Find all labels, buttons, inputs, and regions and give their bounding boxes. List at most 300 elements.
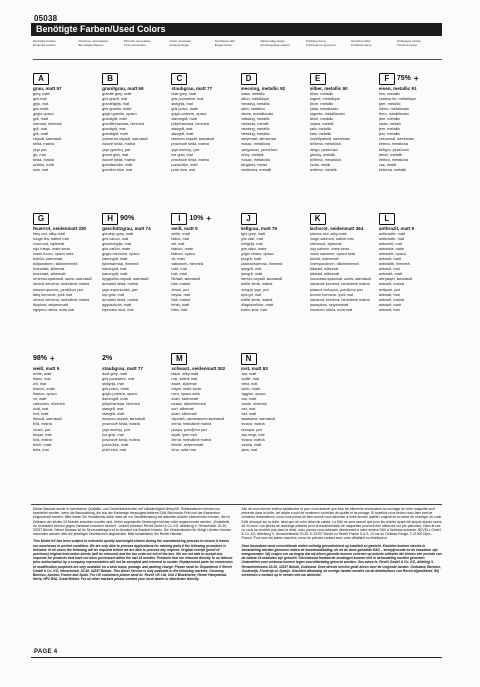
color-translation: železo, metalická (378, 157, 408, 162)
color-translation: prachově šedá, matná (102, 422, 140, 427)
color-translation: fehér, matt (171, 302, 190, 307)
color-name: schwarz, seidenmatt 302 (171, 366, 226, 371)
color-translation: tulipunainen, silkinhimmeä (33, 262, 78, 267)
color-code-badge: G (33, 213, 49, 225)
color-translation: stofgrijs, mat (102, 382, 124, 387)
color-entry (310, 213, 373, 353)
color-entry-header (171, 73, 234, 85)
color-translation: ottone, metallizzato (240, 112, 274, 117)
color-code-badge: B (102, 73, 118, 85)
color-name: staubgrau, matt 77 (171, 86, 213, 91)
color-entry (379, 73, 442, 213)
color-translation: lososovo rdeča, svila mat (309, 307, 353, 312)
color-translation: hierro, metalizado (378, 107, 410, 112)
color-translation: prah siva, mat (102, 447, 127, 452)
color-translation: antrasitt, matt (378, 272, 402, 277)
color-translation: žulově šedá, matná (102, 142, 136, 147)
color-translation: granit grisi, mat (102, 152, 129, 157)
color-translation: laksrød, silkemat (309, 267, 339, 272)
color-translation: tykinharmaa, himmeä (102, 262, 139, 267)
color-translation: ágyúszürke, matt (102, 302, 132, 307)
color-code-badge: L (379, 213, 395, 225)
color-translation: grå, matt (33, 132, 48, 137)
color-translation: kanongrå, matt (102, 257, 128, 262)
color-translation: világosszürke, matt (240, 302, 273, 307)
color-translation: brass, metallic (240, 92, 265, 96)
color-translation: μαύρο, μεταξένιο ματ (171, 427, 207, 432)
color-translation: granitgrå, mat (102, 127, 126, 132)
color-translation: гранитно-серый, матовый (102, 137, 148, 142)
color-translation: prachově šedá, matná (102, 437, 140, 442)
color-entry-header (102, 353, 165, 365)
color-entry (102, 353, 165, 493)
color-translation: rjava, mat (240, 447, 258, 452)
color-translation: valkoinen, himmeä (171, 262, 203, 267)
color-translation: hopea, metalli (309, 122, 334, 127)
color-translation: prah siva, mat (171, 167, 196, 172)
color-translation: dust grey, matt (102, 372, 127, 376)
mix-percentage: 2% (102, 355, 113, 362)
color-translation: sárgaréz, metál (240, 162, 267, 167)
color-translation: antrasit, mat (378, 292, 400, 297)
color-translation: porszürke, matt (171, 162, 198, 167)
color-translation: jern, metallic (378, 132, 401, 137)
color-code-badge: J (241, 213, 257, 225)
color-translation: grigio opaco (33, 112, 54, 117)
color-translation: žulově šedá, matná (102, 157, 136, 162)
color-translation: šedá, matná (33, 142, 54, 147)
color-translation: rosso salmone, opaco seta (309, 252, 356, 257)
color-translation: lysegrå, mat (240, 267, 262, 272)
color-translation: σκουριά, ματ (240, 427, 263, 432)
notice-de: Dieser Bausatz wurde in mehrfachen Qualitäts- und Gewichtskontrollen auf Vollständigkeit überprüft. Reklamationen können nur bearbeitet werden, wenn die Bauanleitung, die aus der Kartonage herausgeschnittene EAN-Strichcode-Feld und der Kassenbon eingeschickt werden. Bitte haben Sie Verständnis dafür, dass wir nur Gewährleistung bei aktuellen Artikeln übernehmen können, die im Zeitraum der letzten 24 Monate erworben wurden sind. Unfrei zugesandte Sendungen können nicht angenommen werden. „Ersatzteile für Umbauten können gegen Vorkasse erworben werden“. Unsere Adresse: Revell GmbH & Co. KG, Abteilung X, Henschelstr. 20-30, 32257 Bünde. Dieser Bausatz ist für Serviceanfragen ist im Ausland nur Ausland können. Die Versandkosten für übrige Ländern können ansonsten werden über die jeweiligen Distributoren abgewickelt. Bitte kontaktieren Sie Revell-Händler. (33, 507, 232, 537)
color-entry (241, 353, 304, 493)
color-translation: grå, matt (33, 117, 48, 122)
color-translation: орудийно-серый, матовый (102, 277, 149, 282)
color-translation: nero, opaco seta (171, 392, 200, 397)
color-entry-header (33, 353, 96, 365)
color-translation: пыльно-серый, матовый (102, 417, 146, 422)
color-code-badge: K (310, 213, 326, 225)
color-entry-header (241, 73, 304, 85)
color-translation: pölynharmaa, himmeä (171, 122, 209, 127)
color-translation: vuurrood, zijdemat (33, 242, 65, 247)
color-translation: blanco, mate (33, 387, 55, 392)
color-translation: črna, svila mat (171, 447, 196, 452)
mix-percentage: 75% (396, 75, 411, 82)
color-code-badge: M (171, 353, 187, 365)
color-name: grau, matt 57 (33, 86, 62, 91)
color-entry (102, 213, 165, 353)
color-translation: geschutgrijs, mat (102, 242, 131, 247)
color-translation: ορείχαλκος, μεταλλικό (240, 147, 278, 152)
color-translation: noir, satiné mat (171, 377, 198, 382)
color-name: anthrazit, matt 9 (378, 226, 415, 231)
color-translation: roest, mat (240, 382, 258, 387)
color-translation: svart, sidenmatt (171, 397, 199, 402)
color-translation: γκρι γρανίτη, ματ (102, 147, 131, 152)
color-translation: sølv, metallic (309, 132, 332, 137)
color-translation: beyaz, mat (33, 432, 52, 437)
color-name: granitgrau, matt 69 (102, 86, 144, 91)
color-translation: armádní šedá, matná (102, 282, 139, 287)
color-entry (241, 73, 304, 213)
color-translation: antracit, matná (378, 282, 404, 287)
color-translation: ljusgrå, matt (240, 257, 262, 262)
color-translation: пыльно-серый, матовый (171, 137, 215, 142)
color-translation: argento, metallizzato (309, 112, 345, 117)
color-translation: laxröd, sidenmatt (309, 257, 339, 262)
color-translation: rosso fuoco, opaco seta (33, 252, 74, 257)
color-translation: rust, matt (240, 412, 257, 417)
color-translation: lohenpunainen, silkinhimmeä (309, 262, 359, 267)
color-translation: rust, mat (240, 407, 256, 412)
language-legend (33, 39, 442, 60)
color-translation: fiery red, silky-matt (33, 232, 65, 236)
color-translation: somon kırmızısı, ipek mat (309, 292, 353, 297)
color-translation: blanco, mate (171, 247, 194, 252)
color-translation: gris poussière, mat (171, 97, 204, 102)
color-translation: šedá, matná (33, 157, 54, 162)
color-translation: hvid, mat (33, 407, 49, 412)
color-translation: серебряный, металлик (309, 137, 350, 142)
language-label: Gerekli renkler Potřebné barvy (351, 39, 372, 47)
language-label: Colori necessari Anderas färger (169, 39, 191, 47)
color-name: geschützgrau, matt 74 (102, 226, 151, 231)
color-code-badge: D (241, 73, 257, 85)
color-translation: antracit, mat (378, 307, 400, 312)
color-name: hellgrau, matt 76 (240, 226, 278, 231)
color-translation: armádní šedá, matná (102, 297, 139, 302)
color-translation: gris canon, mat (102, 237, 129, 242)
color-translation: porszürke, matt (102, 442, 129, 447)
color-translation: ezüst, metál (309, 162, 331, 167)
color-translation: pölynharmaa, himmeä (102, 402, 140, 407)
color-entry (33, 353, 96, 493)
color-translation: ohnivě červená, hedvábně matná (33, 297, 90, 302)
color-translation: σίδηρο, μεταλλικό (378, 147, 409, 152)
color-translation: světle šedá, matná (240, 282, 273, 287)
color-code-badge: A (33, 73, 49, 85)
color-translation: prachově šedá, matná (171, 142, 209, 147)
color-translation: jern, metallic (378, 127, 401, 132)
color-translation: стальной, металлик (378, 137, 414, 142)
mix-plus-sign: + (50, 354, 55, 363)
color-translation: латунный, металлик (240, 137, 277, 142)
color-translation: szürke, matt (33, 162, 54, 167)
color-translation: rouille, mat (240, 377, 260, 382)
color-translation: grigio chiaro, opaco (240, 252, 274, 257)
color-code-badge: H (102, 213, 118, 225)
color-translation: demir, metalik (378, 152, 403, 157)
color-translation: γκρι στρατιωτικό, ματ (102, 287, 138, 292)
color-translation: kanongrå, mat (102, 267, 127, 272)
color-translation: silver, metallic (309, 92, 334, 96)
color-translation: gris polvo, mate (171, 107, 199, 112)
color-translation: gris claro, mate (240, 247, 267, 252)
color-translation: lichtgrijs, mat (240, 242, 263, 247)
page-code: 05038 (34, 14, 58, 23)
color-translation: grijs, mat (33, 102, 49, 107)
color-name: silber, metallic 90 (309, 86, 348, 91)
color-translation: rojo salmón, mate seda (309, 247, 350, 252)
color-translation: kanongrå, matt (102, 272, 128, 277)
color-translation: lysegrå, matt (240, 272, 263, 277)
color-translation: κόκκινο φωτιάς, μεταξένιο ματ (33, 287, 84, 292)
color-translation: grå, mat (33, 127, 47, 132)
color-translation: rust, matt (240, 372, 257, 376)
language-label: Benötigte Farben Required colours (33, 39, 57, 47)
color-translation: vit, matt (171, 257, 185, 262)
color-translation: silver, metallic (309, 117, 334, 122)
color-translation: laiton, métallique (240, 97, 269, 102)
color-translation: grigio cannone, opaco (102, 252, 140, 257)
color-name: weiß, matt 5 (33, 366, 60, 371)
color-translation: mosaz, metalická (240, 157, 270, 162)
color-translation: granitno siva, mat (102, 167, 133, 172)
color-name: staubgrau, matt 77 (102, 366, 143, 371)
color-translation: açık gri, mat (240, 292, 262, 297)
color-translation: dust grey, matt (171, 92, 197, 96)
color-translation: gümüş, metalik (309, 152, 336, 157)
color-translation: støvgrå, mat (171, 127, 193, 132)
color-grid (33, 73, 442, 493)
color-entry-header (310, 73, 373, 85)
color-translation: antracit, matt (378, 257, 401, 262)
color-translation: lazacpiros, selyemmatt (309, 302, 349, 307)
color-translation: gris mat (33, 97, 47, 102)
color-translation: siva, mat (33, 167, 49, 172)
color-translation: серый, матовый (33, 137, 62, 142)
color-translation: pirinç, metalik (240, 152, 264, 157)
color-translation: bílá, matná (171, 297, 191, 302)
color-translation: rouge saumon, satiné mat (309, 237, 354, 242)
color-translation: antrasiitti, himmeä (378, 262, 410, 267)
color-translation: light grey, matt (240, 232, 266, 236)
color-translation: gris poussière, mat (102, 377, 135, 382)
color-translation: fehér, matt (33, 442, 51, 447)
color-translation: mässing, metallic (240, 117, 270, 122)
color-entry (171, 353, 234, 493)
color-translation: белый, матовый (33, 417, 62, 422)
color-translation: srebrna, metalik (309, 167, 337, 172)
notice-nl: Deze bouwdoos werd verschillende malen volledig gecontroleerd op kwaliteit en gewicht. Klachten kunnen slechts in behandeling worden genomen indien de bouwhandleiding, de uit de doos gehaalde EAN – streepjescode en de kassabon zijn meegezonden. Wij vragen om uw begrip dat wij alleen garantie kunnen verlenen op actuele artikelen die binnen een periode van de laatste 24 maanden zijn gekocht. Onvoldoend frankeerde zendingen kunnen niet in behandeling worden genomen. Onderdelen voor ombouw kunnen tegen vooruitbetaling gekocht worden. Ons adres is: Revell GmbH & Co. KG, Afdeling X, Henschelstrasse 20-30, 32257 Bünde, Duitsland. Deze directe service geldt alleen voor de volgende landen: Duitsland, Benelux, Oostenrijk, Frankrijk en Spanje. Klachten afkomstig uit overige landen worden via de distributeurs van Revell afgewikkeld. Wij verzoeken u contact op te nemen met uw winkelier. (241, 543, 442, 578)
language-label: Tarvittavat värit Brugte farver (214, 39, 235, 47)
color-translation: topovsko siva, mat (102, 307, 134, 312)
color-code-badge: I (171, 213, 187, 225)
color-translation: bílá, matná (33, 437, 52, 442)
color-translation: gris granito, mate (102, 107, 132, 112)
color-code-badge: N (241, 353, 257, 365)
color-translation: couleur fer, métallique (378, 97, 416, 102)
color-translation: eldröd, sidenmatt (33, 257, 63, 262)
page-footer-number: PAGE 4 (34, 649, 58, 655)
color-translation: bianco, opaco (33, 392, 57, 397)
color-translation: toz grisi, mat (171, 152, 193, 157)
color-translation: hvit, matt (33, 412, 49, 417)
color-translation: prachově šedá, matná (171, 157, 209, 162)
color-entry (102, 73, 165, 213)
color-translation: argent, métallique (309, 97, 340, 102)
color-translation: messinki, metalli (240, 122, 269, 127)
color-translation: medenina, metalik (240, 167, 272, 172)
footer-rule (31, 657, 442, 658)
color-entry (241, 213, 304, 353)
color-translation: antracit, matt (378, 302, 401, 307)
color-translation: iron, metallic (378, 92, 401, 96)
color-translation: vit, matt (33, 397, 47, 402)
language-label: Peintures nécessaires Benodigde kleuren (78, 39, 108, 47)
color-translation: gris cañón, mate (102, 247, 131, 252)
color-name: messing, metallic 92 (240, 86, 286, 91)
color-translation: zwart, zijdemat (171, 382, 197, 387)
color-translation: антрацит, матовый (378, 277, 413, 282)
color-translation: vas, metál (378, 162, 397, 167)
color-translation: granittgrå, matt (102, 132, 128, 137)
color-name: weiß, matt 5 (171, 226, 198, 231)
color-translation: beyaz, mat (171, 292, 190, 297)
color-translation: antraciet, mat (378, 242, 402, 247)
language-label: Szükséges színek Potrebne barve (396, 39, 421, 47)
color-translation: černá, hedvábně matná (171, 437, 212, 442)
color-translation: messing, metallic (240, 127, 270, 132)
color-translation: salmon red, silky-matt (309, 232, 347, 236)
color-translation: огненно-красный, шелк.-матовый (33, 277, 92, 282)
color-entry (171, 73, 234, 213)
color-translation: granite grey, matt (102, 92, 132, 96)
color-translation: ognjeno rdeča, svila mat (33, 307, 75, 312)
color-translation: bela, mat (33, 447, 49, 452)
color-translation: svetlo siva, mat (240, 307, 267, 312)
color-entry (33, 213, 96, 353)
color-translation: sølv, metallic (309, 127, 332, 132)
color-entry-header (241, 353, 304, 365)
color-translation: gris mate (33, 107, 49, 112)
color-translation: antracit, mat (378, 267, 400, 272)
color-translation: γκρι ματ (33, 147, 47, 152)
color-translation: messing, metallic (240, 102, 270, 107)
color-translation: black, silky-matt (171, 372, 199, 376)
color-translation: ασημί, μεταλλικό (309, 147, 338, 152)
color-translation: støvgrå, matt (171, 132, 194, 137)
color-translation: κόκκινο σολομού, μεταξένιο ματ (309, 287, 363, 292)
color-translation: dammgrå, matt (102, 397, 128, 402)
color-translation: ferro, metallizzato (378, 112, 409, 117)
color-translation: järn, metallic (378, 117, 401, 122)
color-translation: wit, mat (171, 242, 185, 247)
color-translation: granitgrå, matt (102, 117, 127, 122)
section-divider (31, 504, 442, 505)
notice-column-left (33, 507, 234, 633)
color-translation: siyah, ipek mat (171, 432, 197, 437)
color-translation: tűzpiros, selyemmatt (33, 302, 68, 307)
notice-en: This Model Kit has been subject to extensive quality and weight checks during the manufacturing process to ensure it leaves our warehouse in perfect condition. We are only able to process applications for missing parts if the following procedure is followed. In all cases the following will be required before we are able to process any request: Original receipt (proof of purchase) original instruction sheets (will be returned) and the bar code cut out of the box. We are not able to accept any requests for products that have not been purchased within the last 24 months. Products that are returned directly to us without prior authorisation by a company representative will not be accepted and returned to sender. Replacement parts for conversion or modification purposes are only available on a cash basis, postage and packing charge. Please send to: Department X Revell GmbH & Co. KG, Henschelstr. 20-30, 32257 Bünde. This direct Service is only available in the following markets: Germany, Benelux, Austria, France and Spain. For UK customers please send to: Revell UK Ltd, Unit 2 Blackhorse, Hemel Hempstead, Herts, HP2 5HA, Great Britain. For all other markets please contact your local dealer or distributor directly. (33, 539, 233, 582)
color-translation: ateş kırmızısı, ipek mat (33, 292, 73, 297)
mix-plus-sign: + (206, 214, 212, 223)
color-translation: negro, mate seda (171, 387, 201, 392)
color-name: rost, matt 83 (240, 366, 268, 371)
notice-column-right (242, 507, 443, 633)
color-translation: ruoste, himmeä (240, 402, 267, 407)
color-translation: musta, silkinhimmeä (171, 402, 206, 407)
color-code-badge: C (171, 73, 187, 85)
color-translation: bílá, matná (171, 282, 191, 287)
color-translation: top grisi, mat (102, 292, 124, 297)
color-translation: rauta, metalli (378, 122, 401, 127)
color-entry-header (171, 353, 234, 365)
color-entry-header (379, 73, 442, 85)
color-translation: grey, matt (33, 92, 50, 96)
color-translation: latón, metálico (240, 107, 265, 112)
color-entry (33, 73, 96, 213)
color-translation: bela, mat (171, 307, 187, 312)
color-name: feuerrot, seidenmatt 330 (33, 226, 87, 231)
color-translation: blanc, mat (171, 237, 189, 242)
color-translation: rezavá, matná (240, 422, 265, 427)
color-translation: brannrød, silkematt (33, 272, 66, 277)
language-label: Pinturas necesarias Tinte necessarie (123, 39, 151, 47)
color-translation: plata, metalizado (309, 107, 339, 112)
color-translation: gris granit, mat (102, 97, 128, 102)
color-translation: černá, hedvábně matná (171, 422, 212, 427)
color-entry-header (102, 73, 165, 85)
color-translation: white, matt (33, 372, 52, 376)
color-translation: toz grisi, mat (102, 432, 124, 437)
color-translation: γκρι σκόνης, ματ (171, 147, 200, 152)
color-translation: svart, silkematt (171, 412, 197, 417)
notice-text (33, 507, 442, 633)
color-translation: wit, mat (33, 382, 47, 387)
color-translation: чёрный, шелковисто-матовый (171, 417, 225, 422)
color-name: lachsrot, seidenmatt 364 (309, 226, 364, 231)
color-translation: rost, matt (240, 397, 257, 402)
notice-fr: Afin de vous donner entière satisfaction et pour nous assurer que tous les éléments nécessaires au montage de votre maquette sont présents dans la boîte, cet article a subi de nombreux contrôles de qualité et de pesage. Si toutefois vous deviez nous faire part de certaines réclamations, nous vous prions de bien vouloir nous adresser à notre service qualité l’original de la notice de montage, du code EAN découpé sur la boîte, ainsi que de votre ticket de caisse. La SAV ne sera assuré que pour les articles ayant été acquis depuis moins de 24 mois. Les pièces de rechange utilisées pour la transformation de maquettes pourront être obtenues sur pré-paiement. Dans le cas où vous ne rendriez pas dans le délai, vous pouvez vous adresser directement à notre service SAV à l’adresse suivante: REVELL GmbH & Co. KG, Abteilung X, Henschelstraße 20-30, D-32257 Bünde ou Revell France S.A.S, 10 rue du Château Rouge, F-21000 Dijon, France. Pour tous les autres marchés, merci de prendre contact avec votre détaillant ou distributeur. (241, 507, 442, 541)
color-code-badge: E (310, 73, 326, 85)
color-translation: fekete, selyemmatt (171, 442, 204, 447)
color-translation: støvgrå, mat (102, 407, 124, 412)
color-translation: white, matt (171, 232, 190, 236)
color-translation: antracita, mate (378, 247, 404, 252)
color-translation: blanc, mat (33, 377, 51, 382)
color-translation: rezavá, matná (240, 437, 265, 442)
color-translation: antracite, opaco (378, 252, 406, 257)
color-translation: lososově červená, hedvábně matná (309, 297, 370, 302)
color-translation: grigio granito, opaco (102, 112, 137, 117)
color-translation: antracit, matná (378, 297, 404, 302)
color-translation: gris polvo, mate (102, 387, 129, 392)
color-translation: ανοιχτό γκρι, ματ (240, 287, 270, 292)
color-translation: světle šedá, matná (240, 297, 273, 302)
color-entry-header (171, 213, 234, 225)
color-translation: brandrød, silkemat (33, 267, 65, 272)
color-code-badge: F (379, 73, 395, 85)
color-translation: lososově červená, hedvábně matná (309, 282, 370, 287)
color-translation: hvid, mat (171, 267, 187, 272)
color-translation: stříbrná, metalická (309, 157, 341, 162)
color-translation: zalmrood, zijdemat (309, 242, 342, 247)
color-translation: rozsda, matt (240, 442, 262, 447)
mix-plus-sign: + (413, 74, 419, 83)
language-label: Potřebné barvy Απαιτούμενα χρώματα (305, 39, 336, 47)
page-heading: Benötigte Farben/Used Colors (31, 23, 442, 36)
color-translation: sort, silkemat (171, 407, 194, 412)
color-translation: rouge feu, satiné mat (33, 237, 69, 242)
color-translation: hvit, matt (171, 272, 187, 277)
color-translation: valkoinen, himmeä (33, 402, 65, 407)
color-translation: bílá, matná (33, 422, 52, 427)
color-translation: лососево-красный, шелк.-матовый (309, 277, 371, 282)
color-translation: grigio polvere, opaco (102, 392, 138, 397)
